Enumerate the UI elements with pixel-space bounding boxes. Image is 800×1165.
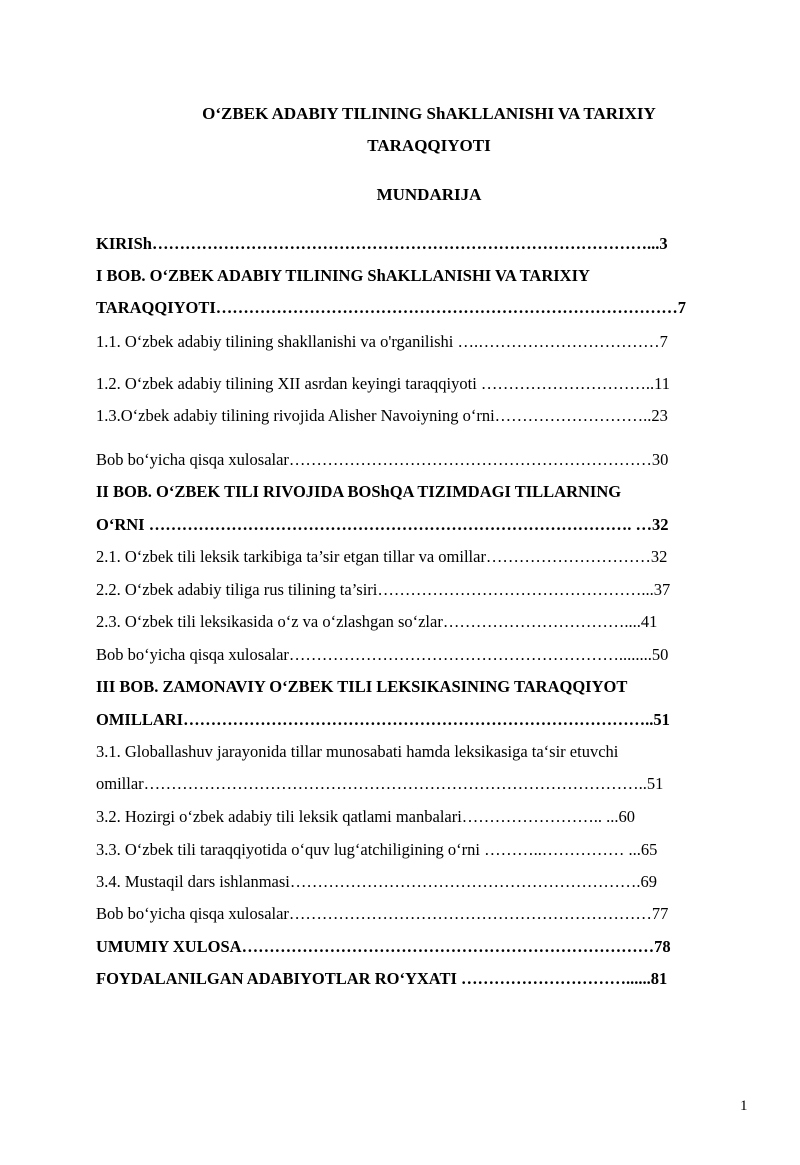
page-number: 1 [740, 1098, 748, 1114]
toc-entry: I BOB. O‘ZBEK ADABIY TILINING ShAKLLANISHI VA TARIXIY [96, 266, 590, 285]
toc-entry: 2.2. O‘zbek adabiy tiliga rus tilining ta’siri…………………………………………...37 [96, 580, 671, 599]
toc-entry: 2.3. O‘zbek tili leksikasida o‘z va o‘zlashgan so‘zlar……………………………....41 [96, 612, 658, 631]
toc-entry: Bob bo‘yicha qisqa xulosalar…………………………………………………………30 [96, 450, 669, 469]
toc-entry: Bob bo‘yicha qisqa xulosalar…………………………………………………………77 [96, 904, 669, 923]
toc-entry: omillar………………………………………………………………………………..51 [96, 774, 664, 793]
toc-entry: TARAQQIYOTI…………………………………………………………………………7 [96, 298, 687, 317]
toc-entry: III BOB. ZAMONAVIY O‘ZBEK TILI LEKSIKASINING TARAQQIYOT [96, 677, 628, 696]
toc-entry: OMILLARI…………………………………………………………………………..51 [96, 710, 670, 729]
toc-entry: 1.3.O‘zbek adabiy tilining rivojida Alisher Navoiyning o‘rni………………………..23 [96, 406, 668, 425]
document-title-line-1: O‘ZBEK ADABIY TILINING ShAKLLANISHI VA TARIXIY [202, 104, 656, 123]
toc-entry: Bob bo‘yicha qisqa xulosalar……………………………………………………........50 [96, 645, 669, 664]
toc-entry: KIRISh………………………………………………………………………………...3 [96, 234, 668, 253]
toc-entry: 3.3. O‘zbek tili taraqqiyotida o‘quv lug‘atchiligining o‘rni ………..…………… ...65 [96, 840, 658, 859]
document-title-line-2: TARAQQIYOTI [367, 136, 491, 155]
toc-entry: O‘RNI ……………………………………………………………………………. …32 [96, 515, 669, 534]
contents-heading: MUNDARIJA [376, 185, 482, 204]
toc-entry: 1.1. O‘zbek adabiy tilining shakllanishi va o'rganilishi ….……………………………7 [96, 332, 668, 351]
toc-entry: II BOB. O‘ZBEK TILI RIVOJIDA BOShQA TIZIMDAGI TILLARNING [96, 482, 622, 501]
toc-entry: 3.4. Mustaqil dars ishlanmasi……………………………………………………….69 [96, 872, 657, 891]
toc-entry: 2.1. O‘zbek tili leksik tarkibiga ta’sir etgan tillar va omillar…………………………32 [96, 547, 668, 566]
toc-entry: 3.2. Hozirgi o‘zbek adabiy tili leksik qatlami manbalari…………………….. ...60 [96, 807, 636, 826]
toc-entry: 1.2. O‘zbek adabiy tilining XII asrdan keyingi taraqqiyoti …………………………..11 [96, 374, 671, 393]
toc-entry: 3.1. Globallashuv jarayonida tillar munosabati hamda leksikasiga ta‘sir etuvchi [96, 742, 619, 761]
toc-entry: UMUMIY XULOSA…………………………………………………………………78 [96, 937, 671, 956]
toc-entry: FOYDALANILGAN ADABIYOTLAR RO‘YXATI …………………………......81 [96, 969, 668, 988]
